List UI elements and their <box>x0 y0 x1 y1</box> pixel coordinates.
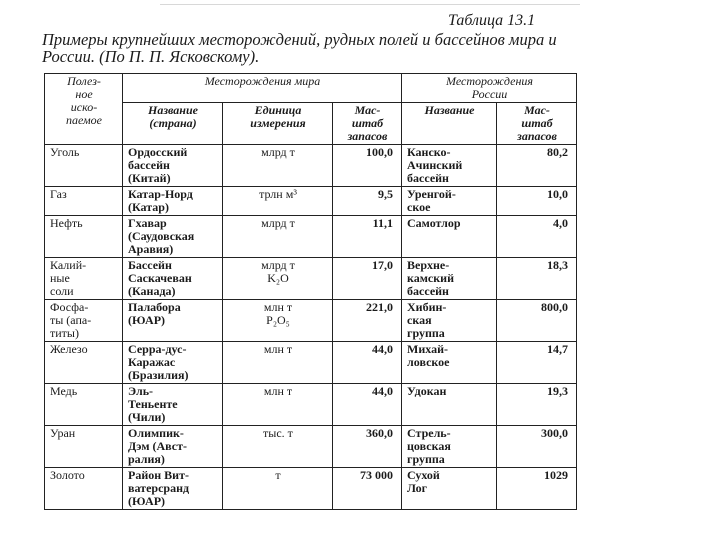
cell-russia-name: Стрель- цовская группа <box>402 426 497 468</box>
table-caption: Примеры крупнейших месторождений, рудных полей и бассейнов мира и России. (По П. П. Ясковскому). <box>42 30 557 66</box>
header-russia-name: Название <box>402 103 497 145</box>
table-row <box>45 300 577 342</box>
cell-unit: трлн м³ <box>223 187 333 216</box>
cell-world-scale: 44,0 <box>333 342 402 384</box>
header-resource: Полез- ное иско- паемое <box>45 74 123 145</box>
cell-unit: млн т <box>223 342 333 384</box>
cell-russia-scale: 19,3 <box>497 384 577 426</box>
header-world-scale: Мас- штаб запасов <box>333 103 402 145</box>
cell-resource: Газ <box>45 187 123 216</box>
cell-resource: Нефть <box>45 216 123 258</box>
cell-russia-scale: 18,3 <box>497 258 577 300</box>
cell-russia-scale: 300,0 <box>497 426 577 468</box>
cell-world-scale: 9,5 <box>333 187 402 216</box>
table-row <box>45 468 577 510</box>
cell-resource: Фосфа- ты (апа- титы) <box>45 300 123 342</box>
table-row <box>45 426 577 468</box>
cell-unit: тыс. т <box>223 426 333 468</box>
cell-unit: млрд т K₂O <box>223 258 333 300</box>
cell-resource: Уран <box>45 426 123 468</box>
cell-world-name: Район Вит- ватерсранд (ЮАР) <box>123 468 223 510</box>
deposits-table <box>44 73 577 510</box>
cell-unit: т <box>223 468 333 510</box>
cell-world-name: Бассейн Саскачеван (Канада) <box>123 258 223 300</box>
header-world-unit: Единица измерения <box>223 103 333 145</box>
cell-resource: Калий- ные соли <box>45 258 123 300</box>
table-number: Таблица 13.1 <box>448 12 536 29</box>
cell-unit: млрд т <box>223 216 333 258</box>
table-row <box>45 216 577 258</box>
cell-world-name: Ордосский бассейн (Китай) <box>123 145 223 187</box>
cell-russia-name: Самотлор <box>402 216 497 258</box>
cell-russia-scale: 4,0 <box>497 216 577 258</box>
table-body <box>45 145 577 510</box>
cell-russia-scale: 10,0 <box>497 187 577 216</box>
table-row <box>45 145 577 187</box>
cell-unit: млн т P₂O₅ <box>223 300 333 342</box>
cell-russia-name: Михай- ловское <box>402 342 497 384</box>
table-row <box>45 187 577 216</box>
cell-resource: Золото <box>45 468 123 510</box>
table-row <box>45 342 577 384</box>
cell-world-scale: 17,0 <box>333 258 402 300</box>
cell-russia-name: Хибин- ская группа <box>402 300 497 342</box>
cell-resource: Медь <box>45 384 123 426</box>
cell-russia-name: Канско- Ачинский бассейн <box>402 145 497 187</box>
header-russia-group: Месторождения России <box>402 74 577 103</box>
cell-world-name: Гхавар (Саудовская Аравия) <box>123 216 223 258</box>
cell-world-name: Палабора (ЮАР) <box>123 300 223 342</box>
cell-unit: млрд т <box>223 145 333 187</box>
cell-world-name: Серра-дус- Каражас (Бразилия) <box>123 342 223 384</box>
cell-world-scale: 73 000 <box>333 468 402 510</box>
cell-world-name: Олимпик- Дэм (Авст- ралия) <box>123 426 223 468</box>
header-russia-scale: Мас- штаб запасов <box>497 103 577 145</box>
table-row <box>45 258 577 300</box>
cell-world-name: Эль- Теньенте (Чили) <box>123 384 223 426</box>
cell-resource: Железо <box>45 342 123 384</box>
table-subheader-row <box>45 103 577 145</box>
header-world-group: Месторождения мира <box>123 74 402 103</box>
cell-resource: Уголь <box>45 145 123 187</box>
cell-russia-name: Уренгой- ское <box>402 187 497 216</box>
header-world-name: Название (страна) <box>123 103 223 145</box>
cell-russia-scale: 800,0 <box>497 300 577 342</box>
cell-unit: млн т <box>223 384 333 426</box>
table-row <box>45 384 577 426</box>
cell-russia-name: Удокан <box>402 384 497 426</box>
cell-russia-scale: 14,7 <box>497 342 577 384</box>
cell-world-scale: 221,0 <box>333 300 402 342</box>
cell-world-scale: 11,1 <box>333 216 402 258</box>
cell-world-name: Катар-Норд (Катар) <box>123 187 223 216</box>
cell-russia-name: Сухой Лог <box>402 468 497 510</box>
cell-russia-scale: 80,2 <box>497 145 577 187</box>
table-header-row <box>45 74 577 103</box>
cell-russia-name: Верхне- камский бассейн <box>402 258 497 300</box>
top-rule <box>160 4 580 5</box>
cell-russia-scale: 1029 <box>497 468 577 510</box>
cell-world-scale: 100,0 <box>333 145 402 187</box>
cell-world-scale: 360,0 <box>333 426 402 468</box>
cell-world-scale: 44,0 <box>333 384 402 426</box>
